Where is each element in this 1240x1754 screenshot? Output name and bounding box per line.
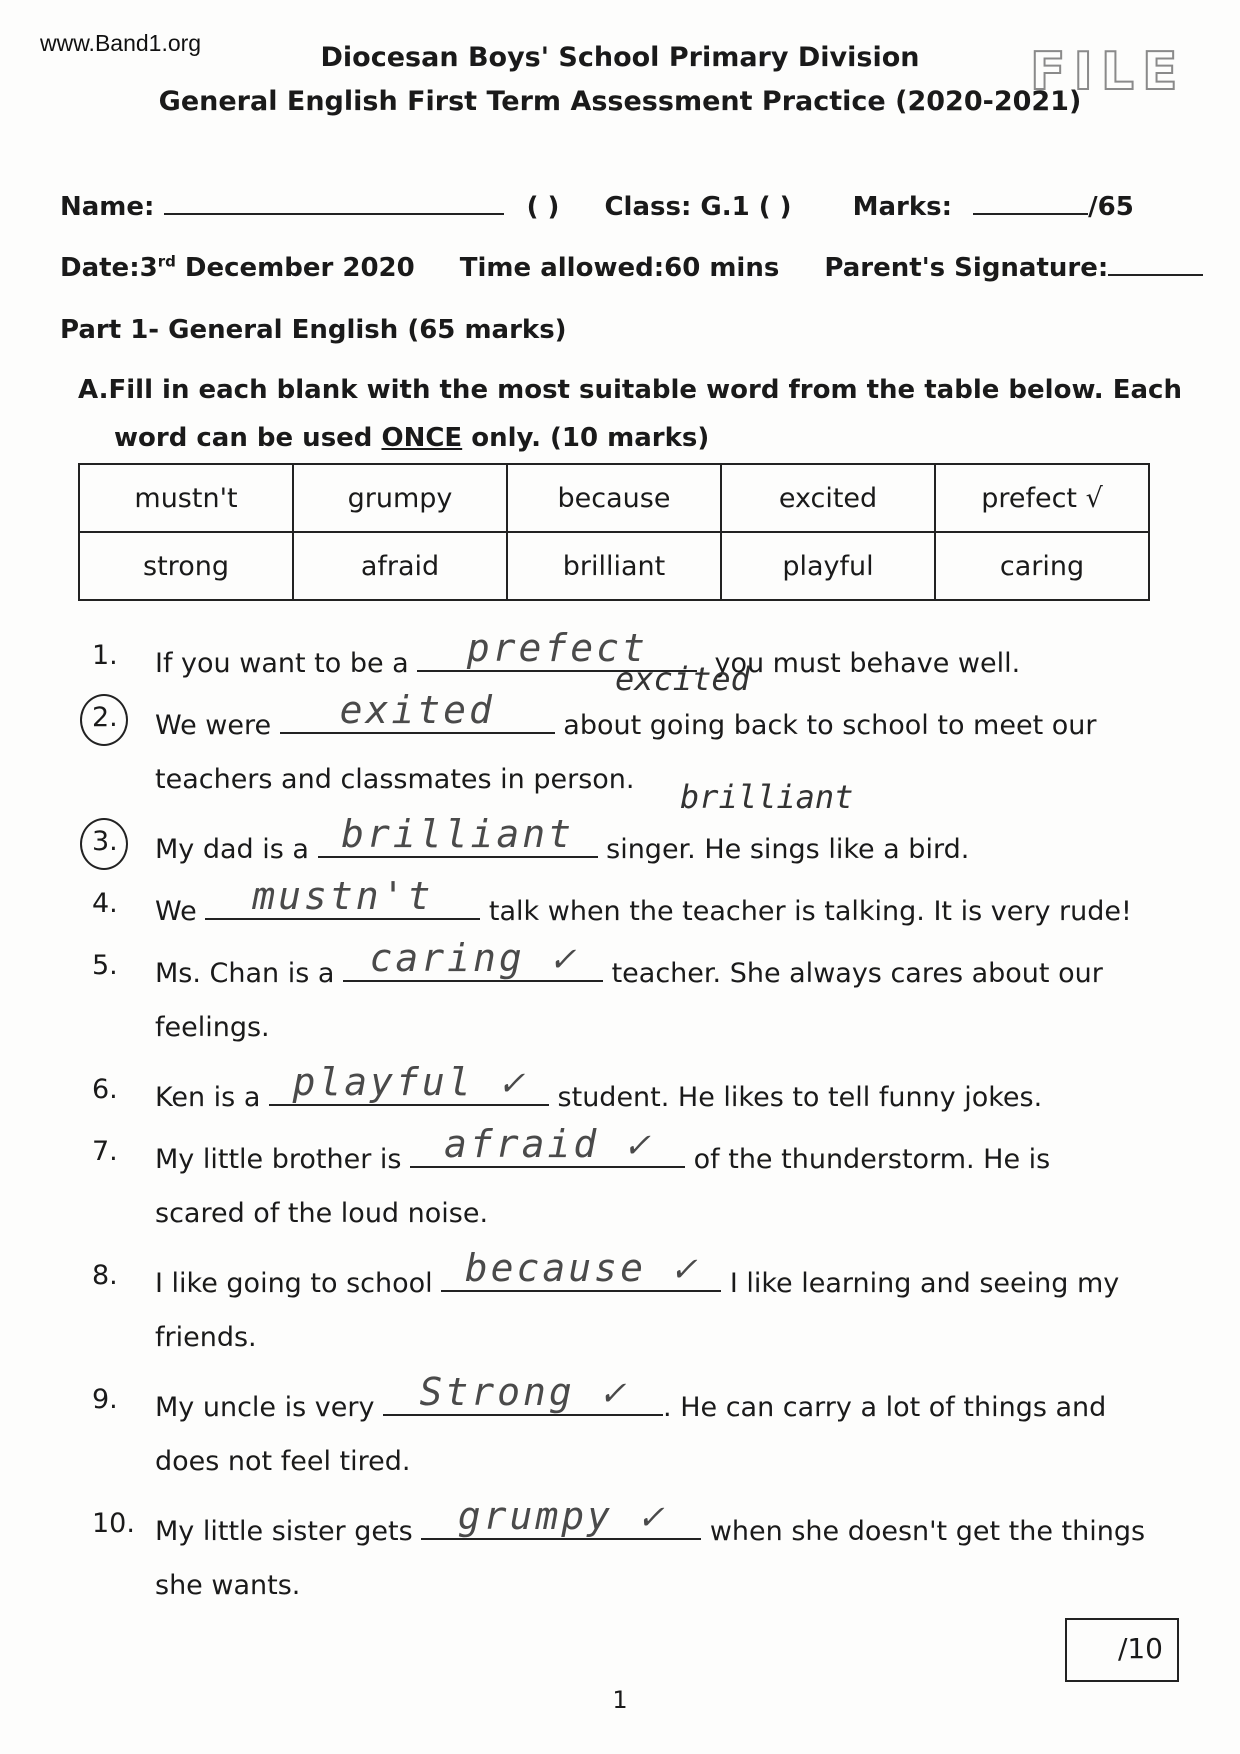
section-a-instruction-1: A.Fill in each blank with the most suitable word from the table below. Each	[78, 375, 1182, 405]
answer-blank[interactable]: prefect	[417, 640, 697, 672]
question-number: 4.	[92, 888, 118, 919]
section-a-instruction-2: word can be used ONCE only. (10 marks)	[114, 423, 710, 453]
question-5-continuation: feelings.	[155, 1012, 270, 1043]
question-2-continuation: teachers and classmates in person.	[155, 764, 635, 795]
question-text: Ken is a playful ✓ student. He likes to tell funny jokes.	[155, 1060, 1043, 1113]
question-text: Ms. Chan is a caring ✓ teacher. She always cares about our	[155, 936, 1103, 989]
answer-blank[interactable]: exited	[280, 702, 555, 734]
error-circle	[80, 694, 128, 746]
answer-blank[interactable]: playful ✓	[269, 1074, 549, 1106]
question-text: I like going to school because ✓ I like learning and seeing my	[155, 1246, 1120, 1299]
question-7-continuation: scared of the loud noise.	[155, 1198, 489, 1229]
word-bank-cell: grumpy	[293, 464, 507, 532]
word-bank-cell: caring	[935, 532, 1149, 600]
question-number: 10.	[92, 1508, 135, 1539]
word-bank-cell: brilliant	[507, 532, 721, 600]
question-number: 3.	[92, 826, 132, 857]
class-number-paren: ( )	[526, 192, 560, 222]
teacher-correction: excited	[615, 660, 750, 698]
word-bank-table	[78, 463, 1150, 601]
question-number: 5.	[92, 950, 118, 981]
class-label: Class: G.1 ( )	[604, 192, 792, 222]
question-number: 9.	[92, 1384, 118, 1415]
question-text: We were exited about going back to school to meet our	[155, 688, 1097, 741]
marks-label: Marks:	[852, 192, 953, 222]
watermark-url: www.Band1.org	[40, 30, 202, 56]
answer-blank[interactable]: brilliant	[318, 826, 598, 858]
question-text: We mustn't talk when the teacher is talking. It is very rude!	[155, 874, 1132, 927]
name-row	[60, 192, 1134, 222]
word-bank-cell: strong	[79, 532, 293, 600]
marks-total: /65	[1088, 192, 1134, 222]
question-text: My little brother is afraid ✓ of the thunderstorm. He is	[155, 1122, 1051, 1175]
time-allowed: Time allowed:60 mins	[459, 252, 780, 283]
exam-title: General English First Term Assessment Practice (2020-2021)	[158, 86, 1082, 117]
signature-field[interactable]	[1108, 274, 1203, 276]
word-bank-cell: playful	[721, 532, 935, 600]
answer-blank[interactable]: grumpy ✓	[421, 1508, 701, 1540]
word-bank-cell: because	[507, 464, 721, 532]
name-label: Name:	[60, 192, 155, 222]
part-heading: Part 1- General English (65 marks)	[60, 315, 567, 345]
teacher-correction: brilliant	[680, 778, 854, 816]
name-field[interactable]	[164, 213, 504, 215]
marks-field[interactable]	[973, 213, 1088, 215]
answer-blank[interactable]: Strong ✓	[383, 1384, 663, 1416]
question-number: 6.	[92, 1074, 118, 1105]
question-number: 2.	[92, 702, 132, 733]
answer-blank[interactable]: mustn't	[205, 888, 480, 920]
question-9-continuation: does not feel tired.	[155, 1446, 411, 1477]
word-bank-row	[79, 532, 1149, 600]
school-title: Diocesan Boys' School Primary Division	[320, 42, 920, 73]
answer-blank[interactable]: afraid ✓	[410, 1136, 685, 1168]
answer-blank[interactable]: because ✓	[441, 1260, 721, 1292]
question-number: 1.	[92, 640, 118, 671]
word-bank-cell: mustn't	[79, 464, 293, 532]
word-bank-row	[79, 464, 1149, 532]
word-bank-cell: prefect √	[935, 464, 1149, 532]
question-text: My uncle is very Strong ✓ . He can carry a lot of things and	[155, 1370, 1107, 1423]
question-number: 7.	[92, 1136, 118, 1167]
section-score-box: /10	[1065, 1618, 1179, 1682]
question-number: 8.	[92, 1260, 118, 1291]
question-text: My dad is a brilliant singer. He sings like a bird.	[155, 812, 970, 865]
answer-blank[interactable]: caring ✓	[343, 950, 603, 982]
once-emphasis: ONCE	[381, 423, 463, 453]
error-circle	[80, 818, 128, 870]
date-row	[60, 252, 1203, 283]
date-label: Date:3rd December 2020	[60, 252, 415, 283]
word-bank-cell: excited	[721, 464, 935, 532]
question-text: If you want to be a prefect , you must behave well.	[155, 626, 1021, 679]
question-10-continuation: she wants.	[155, 1570, 301, 1601]
question-text: My little sister gets grumpy ✓ when she doesn't get the things	[155, 1494, 1146, 1547]
file-stamp: FILE	[1030, 42, 1186, 102]
word-bank-cell: afraid	[293, 532, 507, 600]
page-number: 1	[612, 1686, 628, 1714]
signature-label: Parent's Signature:	[824, 252, 1109, 283]
question-8-continuation: friends.	[155, 1322, 257, 1353]
